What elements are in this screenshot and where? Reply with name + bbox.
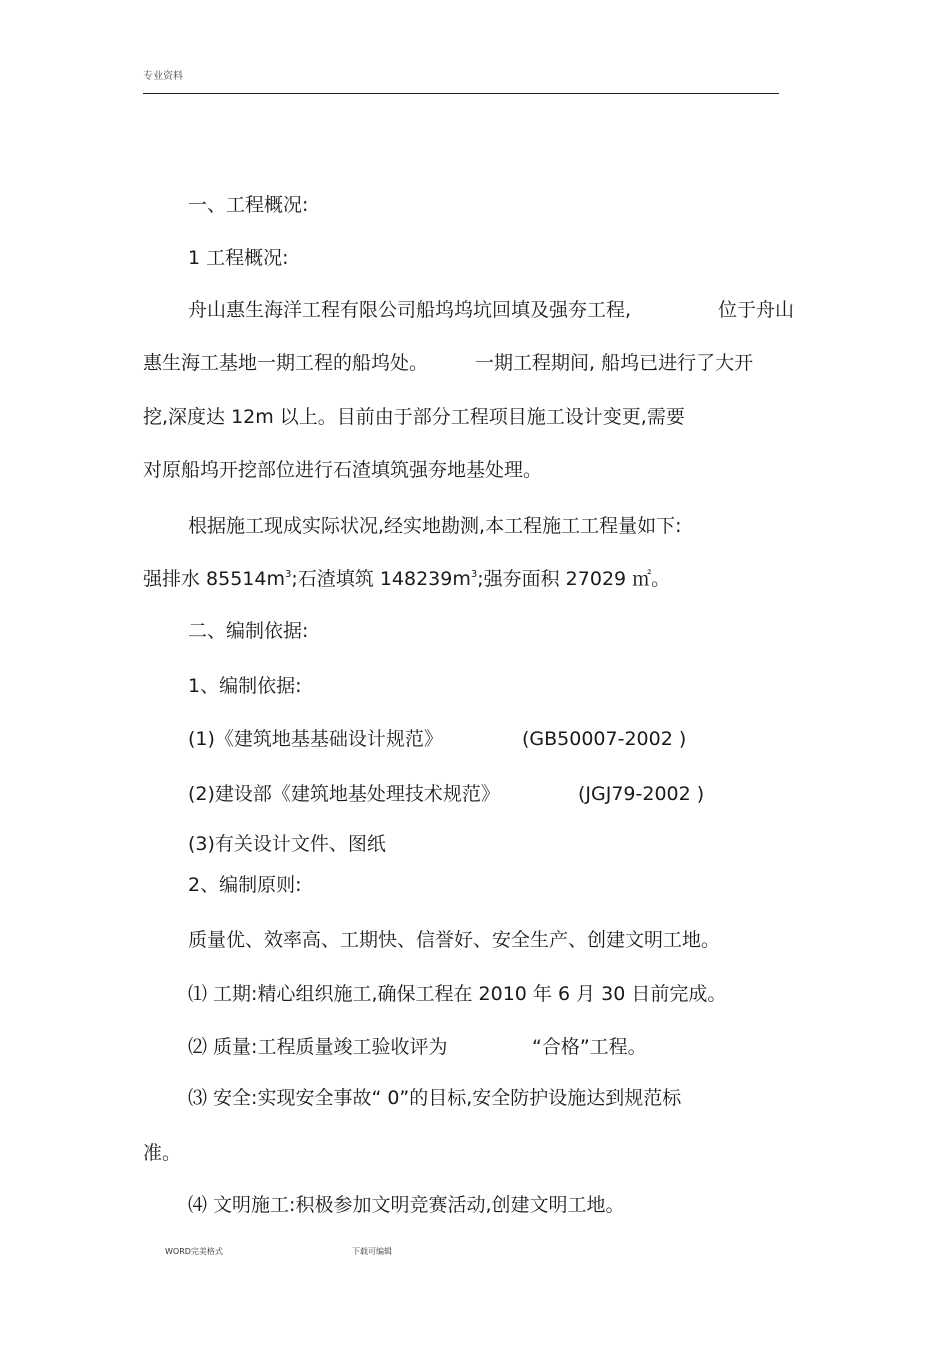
reference-item: (1)《建筑地基基础设计规范》 bbox=[188, 728, 443, 750]
subsection-heading-1-1: 1 工程概况: bbox=[188, 247, 289, 269]
principle-item: ⑷ 文明施工:积极参加文明竞赛活动,创建文明工地。 bbox=[188, 1194, 625, 1216]
quantity-line bbox=[143, 567, 670, 591]
principle-item-wrap: 准。 bbox=[143, 1142, 182, 1164]
reference-item: (3)有关设计文件、图纸 bbox=[188, 833, 386, 855]
paragraph-line: 舟山惠生海洋工程有限公司船坞坞坑回填及强夯工程, bbox=[188, 299, 632, 321]
footer-right: 下载可编辑 bbox=[352, 1247, 392, 1256]
reference-code: (GB50007-2002 ) bbox=[522, 728, 687, 750]
header-rule bbox=[143, 93, 779, 94]
superscript: 3 bbox=[470, 569, 478, 580]
reference-code: (JGJ79-2002 ) bbox=[578, 783, 705, 805]
paragraph-line: 挖,深度达 12m 以上。目前由于部分工程项目施工设计变更,需要 bbox=[143, 406, 685, 428]
section-heading-2: 二、编制依据: bbox=[188, 620, 309, 642]
paragraph-line: 惠生海工基地一期工程的船坞处。 bbox=[143, 352, 429, 374]
footer-left: WORD完美格式 bbox=[165, 1247, 223, 1256]
quantity-drainage: 强排水 85514m bbox=[143, 568, 285, 590]
page-header: 专业资料 bbox=[143, 71, 183, 82]
paragraph-line: 质量优、效率高、工期快、信誉好、安全生产、创建文明工地。 bbox=[188, 929, 721, 951]
principle-item-tail: “合格”工程。 bbox=[532, 1036, 647, 1058]
paragraph-line: 一期工程期间, 船坞已进行了大开 bbox=[475, 352, 754, 374]
principle-item: ⑴ 工期:精心组织施工,确保工程在 2010 年 6 月 30 日前完成。 bbox=[188, 983, 727, 1005]
quantity-fill: ;石渣填筑 148239m bbox=[291, 568, 471, 590]
paragraph-line: 位于舟山 bbox=[718, 299, 795, 321]
subsection-heading-2-2: 2、编制原则: bbox=[188, 874, 302, 896]
principle-item: ⑵ 质量:工程质量竣工验收评为 bbox=[188, 1036, 448, 1058]
section-heading-1: 一、工程概况: bbox=[188, 194, 309, 216]
principle-item: ⑶ 安全:实现安全事故“ 0”的目标,安全防护设施达到规范标 bbox=[188, 1087, 682, 1109]
subsection-heading-2-1: 1、编制依据: bbox=[188, 675, 302, 697]
superscript: 3 bbox=[285, 569, 292, 580]
paragraph-line: 对原船坞开挖部位进行石渣填筑强夯地基处理。 bbox=[143, 459, 543, 481]
paragraph-line: 根据施工现成实际状况,经实地勘测,本工程施工工程量如下: bbox=[188, 515, 682, 537]
reference-item: (2)建设部《建筑地基处理技术规范》 bbox=[188, 783, 500, 805]
quantity-area: ;强夯面积 27029 ㎡。 bbox=[477, 568, 671, 590]
